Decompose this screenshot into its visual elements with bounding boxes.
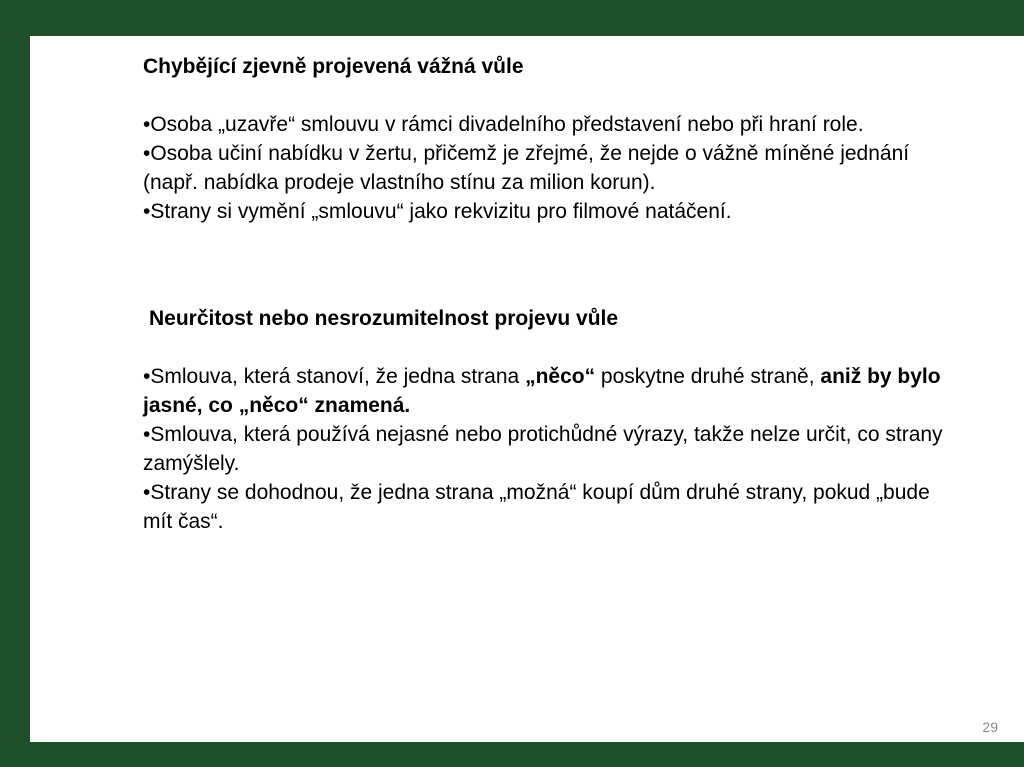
page-number: 29 (982, 719, 998, 735)
text-segment-bold: aniž by bylo jasné, co „něco“ znamená. (143, 365, 941, 417)
bullet-item (143, 362, 955, 420)
text-segment: •Smlouva, která stanoví, že jedna strana (143, 365, 526, 388)
slide-border-left (0, 0, 30, 767)
bullet-item: •Strany si vymění „smlouvu“ jako rekvizitu pro filmové natáčení. (143, 200, 732, 223)
text-segment-bold: „něco“ (525, 365, 596, 388)
section1-heading: Chybějící zjevně projevená vážná vůle (143, 55, 524, 78)
slide-border-top (0, 0, 1024, 36)
bullet-item: •Strany se dohodnou, že jedna strana „možná“ koupí dům druhé strany, pokud „bude mít čas“. (143, 481, 930, 533)
bullet-item: •Osoba „uzavře“ smlouvu v rámci divadelního představení nebo při hraní role. (143, 113, 864, 136)
bullet-item: •Osoba učiní nabídku v žertu, přičemž je zřejmé, že nejde o vážně míněné jednání (např. nabídka prodeje vlastního stínu za milion korun). (143, 142, 910, 194)
slide-border-bottom (0, 742, 1024, 767)
slide-content (143, 52, 955, 536)
section2-heading: Neurčitost nebo nesrozumitelnost projevu vůle (149, 307, 619, 330)
bullet-item: •Smlouva, která používá nejasné nebo protichůdné výrazy, takže nelze určit, co strany zamýšlely. (143, 423, 943, 475)
text-segment: poskytne druhé straně, (595, 365, 821, 388)
